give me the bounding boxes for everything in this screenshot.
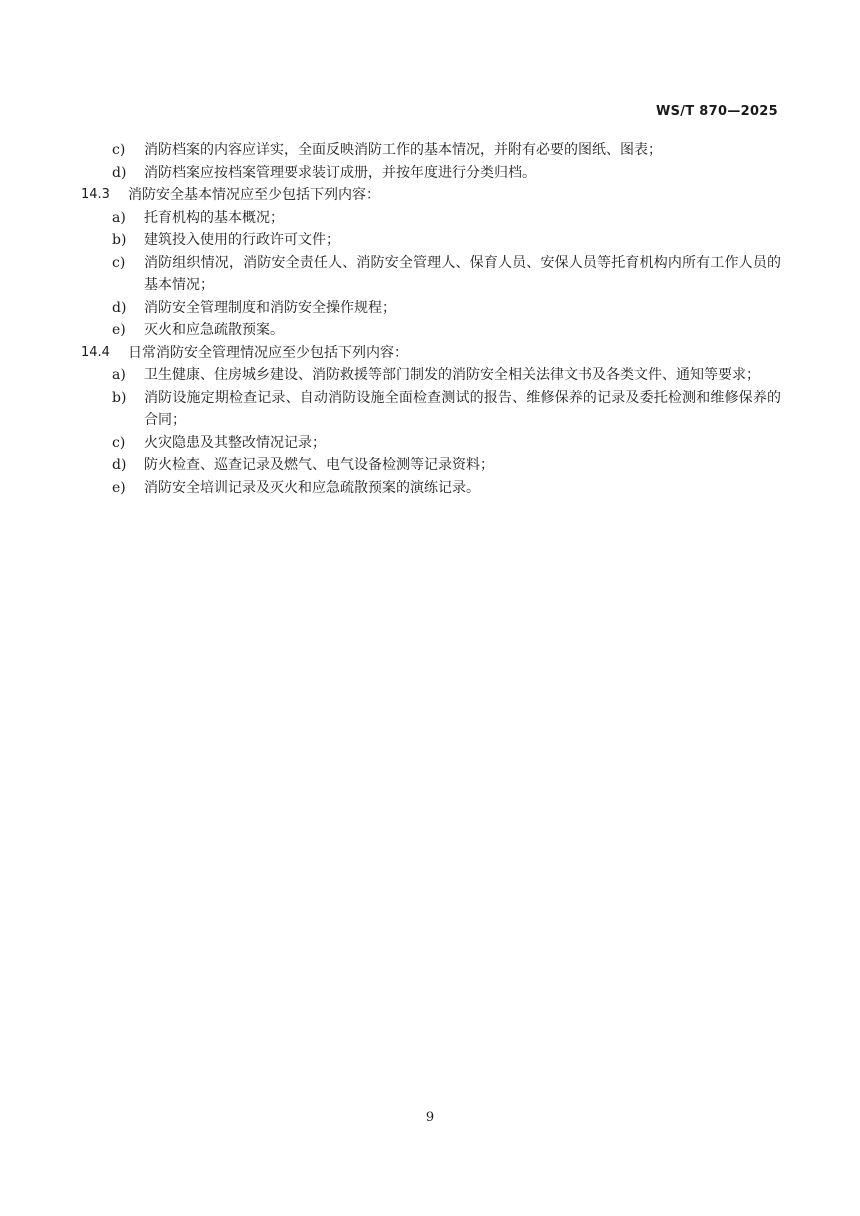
item-marker: a) (112, 367, 126, 383)
item-marker: c) (112, 142, 126, 158)
item-text: 卫生健康、住房城乡建设、消防救援等部门制发的消防安全相关法律文书及各类文件、通知等要求； (144, 367, 760, 383)
clause-title: 消防安全基本情况应至少包括下列内容： (128, 187, 380, 203)
list-item (81, 477, 781, 500)
item-marker: c) (112, 434, 126, 451)
item-text: 消防设施定期检查记录、自动消防设施全面检查测试的报告、维修保养的记录及委托检测和维修保养的合同； (144, 389, 781, 428)
item-text: 火灾隐患及其整改情况记录； (144, 434, 326, 451)
document-code: WS/T 870—2025 (655, 104, 778, 119)
item-text: 消防档案应按档案管理要求装订成册，并按年度进行分类归档。 (144, 164, 536, 181)
item-marker: d) (112, 164, 127, 181)
list-item (81, 432, 781, 455)
item-marker: b) (112, 232, 127, 248)
item-marker: c) (112, 254, 126, 271)
clause-heading-14-3 (81, 184, 781, 207)
item-text: 灭火和应急疏散预案。 (144, 322, 284, 338)
item-text: 消防安全培训记录及灭火和应急疏散预案的演练记录。 (144, 479, 480, 496)
list-item (81, 319, 781, 342)
item-text: 托育机构的基本概况； (144, 209, 284, 226)
item-marker: d) (112, 457, 127, 473)
item-text: 建筑投入使用的行政许可文件； (144, 232, 340, 248)
clause-number: 14.3 (81, 187, 110, 202)
item-marker: a) (112, 209, 126, 226)
list-item (81, 297, 781, 320)
clause-title: 日常消防安全管理情况应至少包括下列内容： (128, 344, 408, 361)
list-item (81, 252, 781, 297)
list-item (81, 229, 781, 252)
item-text: 防火检查、巡查记录及燃气、电气设备检测等记录资料； (144, 457, 494, 473)
page-content (81, 139, 781, 499)
list-item (81, 387, 781, 432)
item-marker: e) (112, 479, 126, 496)
list-item (81, 454, 781, 477)
item-marker: b) (112, 389, 127, 406)
clause-heading-14-4 (81, 342, 781, 365)
list-item (81, 207, 781, 230)
item-text: 消防组织情况，消防安全责任人、消防安全管理人、保育人员、安保人员等托育机构内所有工作人员的基本情况； (144, 254, 781, 293)
list-item (81, 364, 781, 387)
item-text: 消防档案的内容应详实，全面反映消防工作的基本情况，并附有必要的图纸、图表； (144, 142, 662, 158)
item-text: 消防安全管理制度和消防安全操作规程； (144, 299, 396, 316)
item-marker: d) (112, 299, 127, 316)
list-item (81, 139, 781, 162)
clause-number: 14.4 (81, 344, 110, 360)
list-item (81, 162, 781, 185)
item-marker: e) (112, 322, 126, 338)
page-number: 9 (425, 1110, 435, 1125)
